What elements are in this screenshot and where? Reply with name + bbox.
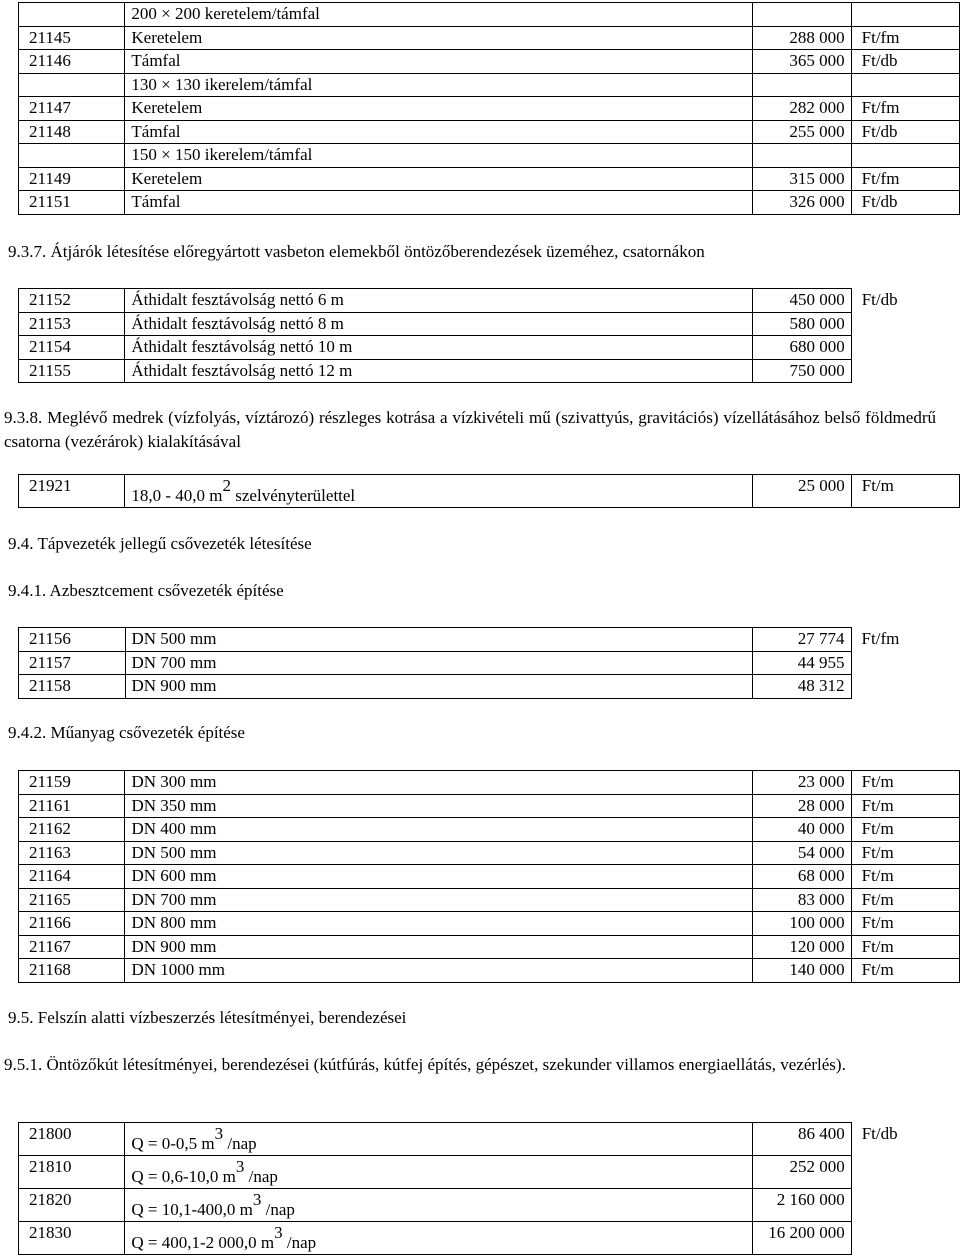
item-name: DN 700 mm bbox=[125, 888, 752, 912]
price-table-dredging bbox=[18, 474, 960, 508]
table-row bbox=[19, 167, 960, 191]
item-name: Támfal bbox=[125, 120, 753, 144]
item-code: 21166 bbox=[19, 912, 125, 936]
item-name: Keretelem bbox=[125, 26, 753, 50]
superscript: 2 bbox=[222, 476, 232, 495]
item-price: 48 312 bbox=[752, 675, 851, 699]
item-name: Q = 0-0,5 m3 /nap bbox=[125, 1123, 752, 1156]
item-name: DN 1000 mm bbox=[125, 959, 752, 983]
item-price: 282 000 bbox=[753, 97, 852, 121]
item-price: 28 000 bbox=[752, 794, 851, 818]
item-code: 21152 bbox=[19, 289, 125, 313]
item-code: 21168 bbox=[19, 959, 125, 983]
item-code: 21154 bbox=[19, 336, 125, 360]
section-heading-9-3-8: 9.3.8. Meglévő medrek (vízfolyás, víztározó) részleges kotrása a vízkivételi mű (szivattyús, gravitációs) vízellátásához belső földmedrű csatorna (vezérárok) kialakításával bbox=[4, 408, 936, 451]
price-table-crossings bbox=[18, 288, 960, 383]
item-unit: Ft/fm bbox=[851, 97, 959, 121]
item-unit: Ft/fm bbox=[861, 629, 900, 649]
item-unit: Ft/db bbox=[851, 191, 959, 215]
item-name: DN 800 mm bbox=[125, 912, 752, 936]
item-code: 21161 bbox=[19, 794, 125, 818]
item-name: Keretelem bbox=[125, 97, 753, 121]
item-name: Támfal bbox=[125, 191, 753, 215]
item-price: 2 160 000 bbox=[752, 1189, 851, 1222]
item-unit: Ft/m bbox=[851, 959, 959, 983]
item-unit: Ft/m bbox=[851, 818, 959, 842]
item-unit: Ft/fm bbox=[851, 26, 959, 50]
item-name: Q = 0,6-10,0 m3 /nap bbox=[125, 1156, 752, 1189]
item-unit: Ft/m bbox=[851, 935, 959, 959]
table-row bbox=[19, 935, 960, 959]
item-code: 21165 bbox=[19, 888, 125, 912]
item-price: 83 000 bbox=[752, 888, 851, 912]
item-code: 21800 bbox=[19, 1123, 125, 1156]
table-row bbox=[19, 888, 960, 912]
section-heading-9-4: 9.4. Tápvezeték jellegű csővezeték létesítése bbox=[8, 534, 312, 553]
table-row bbox=[19, 1189, 960, 1222]
table-subheader-row bbox=[19, 73, 960, 97]
table-row bbox=[19, 475, 960, 508]
item-name: Q = 10,1-400,0 m3 /nap bbox=[125, 1189, 752, 1222]
superscript: 3 bbox=[274, 1223, 283, 1242]
price-table-asbestos-pipe bbox=[18, 627, 960, 699]
price-table-plastic-pipe bbox=[18, 770, 960, 983]
item-unit: Ft/db bbox=[851, 50, 959, 74]
item-name: Keretelem bbox=[125, 167, 753, 191]
table-row bbox=[19, 1123, 960, 1156]
item-name: Áthidalt fesztávolság nettó 6 m bbox=[125, 289, 753, 313]
table-row bbox=[19, 651, 960, 675]
item-code: 21164 bbox=[19, 865, 125, 889]
superscript: 3 bbox=[214, 1124, 224, 1143]
table-row bbox=[19, 794, 960, 818]
item-code: 21921 bbox=[19, 475, 125, 508]
item-code: 21149 bbox=[19, 167, 125, 191]
item-price: 16 200 000 bbox=[752, 1222, 851, 1255]
item-code: 21151 bbox=[19, 191, 125, 215]
item-code: 21157 bbox=[19, 651, 126, 675]
item-name: DN 350 mm bbox=[125, 794, 752, 818]
item-code: 21146 bbox=[19, 50, 125, 74]
item-unit: Ft/db bbox=[861, 1123, 898, 1143]
item-unit: Ft/m bbox=[851, 912, 959, 936]
item-price: 44 955 bbox=[752, 651, 851, 675]
table-row bbox=[19, 818, 960, 842]
item-name: DN 600 mm bbox=[125, 865, 752, 889]
table-row bbox=[19, 912, 960, 936]
table-subheader-row bbox=[19, 3, 960, 27]
table-row bbox=[19, 26, 960, 50]
table-subheader-row bbox=[19, 144, 960, 168]
item-price: 25 000 bbox=[753, 475, 851, 508]
item-price: 120 000 bbox=[752, 935, 851, 959]
item-unit: Ft/m bbox=[851, 794, 959, 818]
item-price: 450 000 bbox=[753, 289, 852, 313]
item-unit: Ft/m bbox=[851, 841, 959, 865]
subheader-label: 200 × 200 keretelem/támfal bbox=[125, 3, 753, 27]
item-code: 21153 bbox=[19, 312, 125, 336]
item-code: 21147 bbox=[19, 97, 125, 121]
table-row bbox=[19, 675, 960, 699]
superscript: 3 bbox=[252, 1190, 262, 1209]
item-name: DN 300 mm bbox=[125, 771, 752, 795]
item-price: 750 000 bbox=[753, 359, 852, 383]
table-row bbox=[19, 120, 960, 144]
item-code: 21810 bbox=[19, 1156, 125, 1189]
table-row bbox=[19, 1222, 960, 1255]
table-row bbox=[19, 191, 960, 215]
subheader-label: 150 × 150 ikerelem/támfal bbox=[125, 144, 753, 168]
subheader-label: 130 × 130 ikerelem/támfal bbox=[125, 73, 753, 97]
item-unit: Ft/m bbox=[851, 475, 959, 508]
item-price: 365 000 bbox=[753, 50, 852, 74]
item-price: 252 000 bbox=[752, 1156, 851, 1189]
item-name: Támfal bbox=[125, 50, 753, 74]
item-code: 21145 bbox=[19, 26, 125, 50]
table-row bbox=[19, 289, 960, 313]
item-name: Áthidalt fesztávolság nettó 10 m bbox=[125, 336, 753, 360]
item-code: 21156 bbox=[19, 628, 126, 652]
item-name: DN 700 mm bbox=[125, 651, 752, 675]
table-row bbox=[19, 771, 960, 795]
table-row bbox=[19, 865, 960, 889]
item-name: Áthidalt fesztávolság nettó 12 m bbox=[125, 359, 753, 383]
table-row bbox=[19, 628, 960, 652]
item-name: DN 900 mm bbox=[125, 675, 752, 699]
item-unit: Ft/m bbox=[851, 888, 959, 912]
table-row bbox=[19, 841, 960, 865]
item-code: 21830 bbox=[19, 1222, 125, 1255]
item-price: 680 000 bbox=[753, 336, 852, 360]
item-price: 54 000 bbox=[752, 841, 851, 865]
item-price: 68 000 bbox=[752, 865, 851, 889]
table-row bbox=[19, 97, 960, 121]
item-name: DN 400 mm bbox=[125, 818, 752, 842]
item-price: 580 000 bbox=[753, 312, 852, 336]
section-heading-9-4-2: 9.4.2. Műanyag csővezeték építése bbox=[8, 723, 245, 742]
item-price: 86 400 bbox=[752, 1123, 851, 1156]
item-code: 21155 bbox=[19, 359, 125, 383]
item-price: 288 000 bbox=[753, 26, 852, 50]
section-heading-9-5: 9.5. Felszín alatti vízbeszerzés létesítményei, berendezései bbox=[8, 1008, 407, 1027]
item-name: DN 500 mm bbox=[125, 841, 752, 865]
item-price: 326 000 bbox=[753, 191, 852, 215]
table-row bbox=[19, 359, 960, 383]
section-heading-9-3-7: 9.3.7. Átjárók létesítése előregyártott vasbeton elemekből öntözőberendezések üzeméhez, csatornákon bbox=[8, 242, 705, 261]
item-code: 21158 bbox=[19, 675, 126, 699]
item-name: Q = 400,1-2 000,0 m3 /nap bbox=[125, 1222, 752, 1255]
item-name: Áthidalt fesztávolság nettó 8 m bbox=[125, 312, 753, 336]
section-heading-9-4-1: 9.4.1. Azbesztcement csővezeték építése bbox=[8, 581, 284, 600]
item-unit: Ft/fm bbox=[851, 167, 959, 191]
item-code: 21163 bbox=[19, 841, 125, 865]
table-row bbox=[19, 336, 960, 360]
item-code: 21820 bbox=[19, 1189, 125, 1222]
item-name: DN 500 mm bbox=[125, 628, 752, 652]
table-row bbox=[19, 1156, 960, 1189]
item-name: 18,0 - 40,0 m2 szelvényterülettel bbox=[125, 475, 753, 508]
table-row bbox=[19, 312, 960, 336]
item-price: 255 000 bbox=[753, 120, 852, 144]
item-price: 100 000 bbox=[752, 912, 851, 936]
item-price: 140 000 bbox=[752, 959, 851, 983]
superscript: 3 bbox=[235, 1157, 245, 1176]
item-price: 40 000 bbox=[752, 818, 851, 842]
item-unit: Ft/db bbox=[851, 120, 959, 144]
table-row bbox=[19, 50, 960, 74]
item-code: 21162 bbox=[19, 818, 125, 842]
item-price: 23 000 bbox=[752, 771, 851, 795]
item-unit: Ft/m bbox=[851, 865, 959, 889]
table-row bbox=[19, 959, 960, 983]
item-code: 21148 bbox=[19, 120, 125, 144]
item-name: DN 900 mm bbox=[125, 935, 752, 959]
item-code: 21167 bbox=[19, 935, 125, 959]
price-table-wells bbox=[18, 1122, 960, 1255]
item-unit: Ft/db bbox=[861, 290, 898, 310]
price-table-frames bbox=[18, 2, 960, 215]
item-price: 315 000 bbox=[753, 167, 852, 191]
item-price: 27 774 bbox=[752, 628, 851, 652]
item-code: 21159 bbox=[19, 771, 125, 795]
section-heading-9-5-1: 9.5.1. Öntözőkút létesítményei, berendezései (kútfúrás, kútfej építés, gépészet, szekunder villamos energiaellátás, vezérlés). bbox=[4, 1055, 846, 1074]
item-unit: Ft/m bbox=[851, 771, 959, 795]
